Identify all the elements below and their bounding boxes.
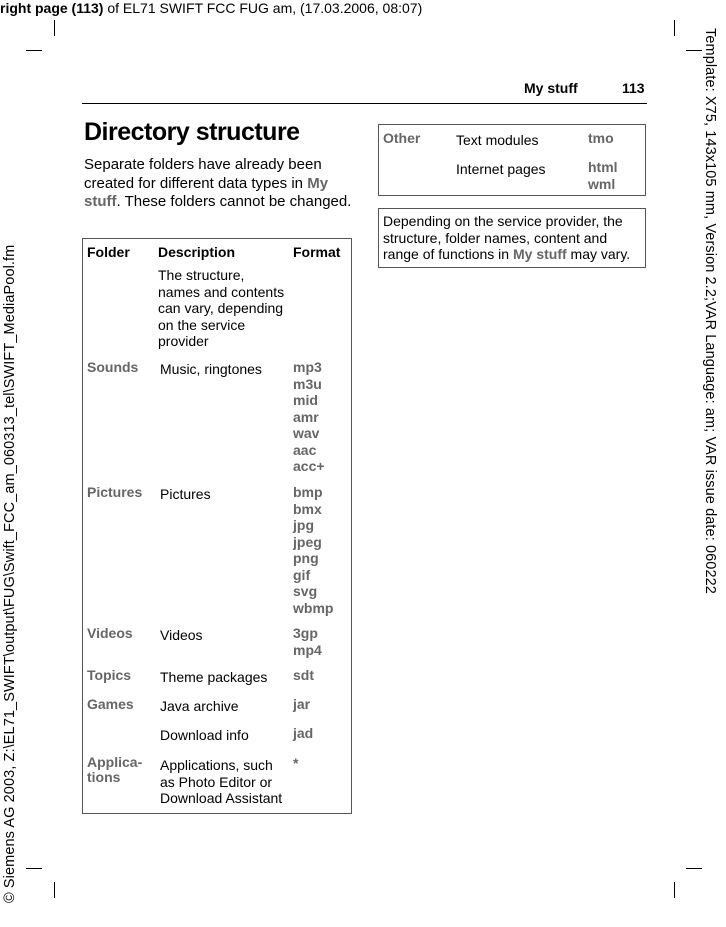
- desc-sounds: Music, ringtones: [160, 361, 262, 377]
- desc-topics: Theme packages: [160, 669, 268, 685]
- running-head-section: My stuff: [524, 80, 578, 96]
- formats-videos: 3gp mp4: [293, 625, 322, 658]
- formats-internet-pages: html wml: [588, 159, 618, 192]
- formats-sounds: mp3 m3u mid amr wav aac acc+: [293, 359, 325, 474]
- desc-text-modules: Text modules: [456, 132, 539, 148]
- print-header-rest: of EL71 SWIFT FCC FUG am, (17.03.2006, 08:07): [103, 0, 423, 16]
- desc-games: Java archive: [160, 698, 239, 714]
- print-header-bold: right page (113): [0, 0, 104, 16]
- intro-text: Separate folders have already been created for different data types in: [84, 156, 322, 192]
- other-table: [378, 124, 646, 196]
- crop-mark: [26, 868, 42, 869]
- formats-applications: *: [293, 755, 299, 771]
- template-info: Template: X75, 143x105 mm, Version 2.2;VAR Language: am; VAR issue date: 060222: [702, 28, 718, 594]
- intro-text-end: . These folders cannot be changed.: [116, 193, 352, 210]
- note-text-end: may vary.: [566, 246, 631, 262]
- folder-videos: Videos: [87, 625, 133, 641]
- crop-mark: [686, 868, 702, 869]
- desc-videos: Videos: [160, 627, 203, 643]
- intro-paragraph: [84, 156, 354, 212]
- copyright-info: © Siemens AG 2003, Z:\EL71_SWIFT\output\FUG\Swift_FCC_am_060313_tel\SWIFT_MediaPool.fm: [2, 244, 18, 903]
- page-title: Directory structure: [84, 118, 300, 146]
- crop-mark: [674, 20, 675, 36]
- formats-topics: sdt: [293, 667, 314, 683]
- crop-mark: [674, 882, 675, 898]
- directory-table: [82, 238, 352, 814]
- desc-download-info: Download info: [160, 727, 249, 743]
- folder-games: Games: [87, 696, 134, 712]
- note-text: Depending on the service provider, the structure, folder names, content and range of functions in: [383, 213, 623, 262]
- folder-sounds: Sounds: [87, 359, 139, 375]
- intro-highlight: My stuff: [84, 174, 329, 210]
- desc-applications: Applications, such as Photo Editor or Download Assistant: [160, 757, 283, 806]
- crop-mark: [686, 50, 702, 51]
- folder-topics: Topics: [87, 667, 132, 683]
- table-intro-note: The structure, names and contents can vary, depending on the service provider: [158, 267, 285, 349]
- print-header: [0, 0, 422, 16]
- header-format: Format: [293, 244, 341, 260]
- provider-note: [378, 208, 646, 268]
- header-description: Description: [158, 244, 236, 260]
- desc-pictures: Pictures: [160, 486, 211, 502]
- crop-mark: [26, 50, 42, 51]
- desc-internet-pages: Internet pages: [456, 161, 546, 177]
- formats-download-info: jad: [293, 725, 314, 741]
- formats-games: jar: [293, 696, 311, 712]
- formats-pictures: bmp bmx jpg jpeg png gif svg wbmp: [293, 484, 334, 616]
- note-highlight: My stuff: [512, 246, 567, 262]
- running-head-page: 113: [622, 80, 645, 96]
- folder-other: Other: [383, 130, 421, 146]
- running-head-rule: [82, 103, 647, 104]
- crop-mark: [54, 882, 55, 898]
- header-folder: Folder: [87, 244, 130, 260]
- crop-mark: [54, 20, 55, 36]
- folder-applications: Applica- tions: [87, 754, 143, 785]
- folder-pictures: Pictures: [87, 484, 143, 500]
- formats-text-modules: tmo: [588, 130, 614, 146]
